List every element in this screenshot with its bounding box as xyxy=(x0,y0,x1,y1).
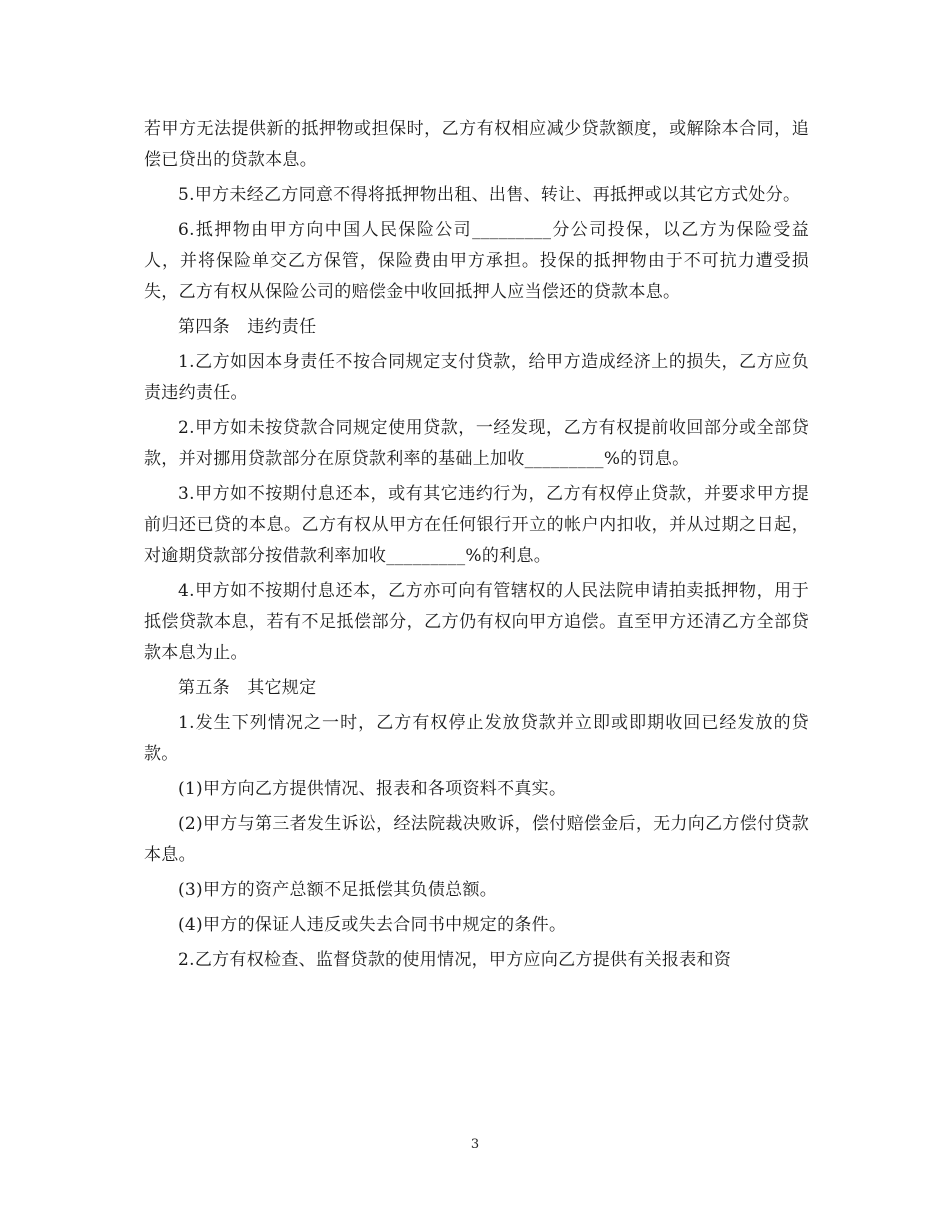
article-4-clause-4: 4.甲方如不按期付息还本，乙方亦可向有管辖权的人民法院申请拍卖抵押物，用于抵偿贷款本息，若有不足抵偿部分，乙方仍有权向甲方追偿。直至甲方还清乙方全部贷款本息为止。 xyxy=(144,581,809,663)
article-4-heading: 第四条 违约责任 xyxy=(178,317,317,337)
sub-item-3: (3)甲方的资产总额不足抵偿其负债总额。 xyxy=(178,880,498,900)
insurance-branch-blank: _________ xyxy=(472,220,552,240)
sub-item-4: (4)甲方的保证人违反或失去合同书中规定的条件。 xyxy=(178,915,567,935)
clause-6-text-after: 分公司投保，以乙方为保险受益人，并将保险单交乙方保管，保险费由甲方承担。投保的抵押物由于不可抗力遭受损失，乙方有权从保险公司的赔偿金中收回抵押人应当偿还的贷款本息。 xyxy=(144,220,809,302)
clause-text-after: %的利息。 xyxy=(465,546,552,566)
clause-6-text-before: 6.抵押物由甲方向中国人民保险公司 xyxy=(178,220,473,240)
overdue-rate-blank: _________ xyxy=(386,546,466,566)
article-4-clause-2 xyxy=(144,413,809,475)
clause-text-after: %的罚息。 xyxy=(603,449,690,469)
penalty-rate-blank: _________ xyxy=(524,449,604,469)
article-5-clause-1: 1.发生下列情况之一时，乙方有权停止发放贷款并立即或即期收回已经发放的贷款。 xyxy=(144,713,809,764)
clause-text-before: 3.甲方如不按期付息还本，或有其它违约行为，乙方有权停止贷款，并要求甲方提前归还已贷的本息。乙方有权从甲方在任何银行开立的帐户内扣收，并从过期之日起，对逾期贷款部分按借款利率加收 xyxy=(144,484,809,566)
paragraph: 若甲方无法提供新的抵押物或担保时，乙方有权相应减少贷款额度，或解除本合同，追偿已贷出的贷款本息。 xyxy=(144,119,809,170)
article-5-heading: 第五条 其它规定 xyxy=(178,678,317,698)
article-4-clause-3 xyxy=(144,479,809,572)
clause-6 xyxy=(144,215,809,308)
article-5-clause-2: 2.乙方有权检查、监督贷款的使用情况，甲方应向乙方提供有关报表和资 xyxy=(178,950,732,970)
article-4-clause-1: 1.乙方如因本身责任不按合同规定支付贷款，给甲方造成经济上的损失，乙方应负责违约责任。 xyxy=(144,352,809,403)
page-number: 3 xyxy=(470,1137,480,1152)
clause-5: 5.甲方未经乙方同意不得将抵押物出租、出售、转让、再抵押或以其它方式处分。 xyxy=(178,185,801,205)
sub-item-1: (1)甲方向乙方提供情况、报表和各项资料不真实。 xyxy=(178,779,567,799)
document-body xyxy=(144,114,809,980)
clause-text-before: 2.甲方如未按贷款合同规定使用贷款，一经发现，乙方有权提前收回部分或全部贷款，并对挪用贷款部分在原贷款利率的基础上加收 xyxy=(144,418,809,469)
sub-item-2: (2)甲方与第三者发生诉讼，经法院裁决败诉，偿付赔偿金后，无力向乙方偿付贷款本息。 xyxy=(144,814,809,865)
